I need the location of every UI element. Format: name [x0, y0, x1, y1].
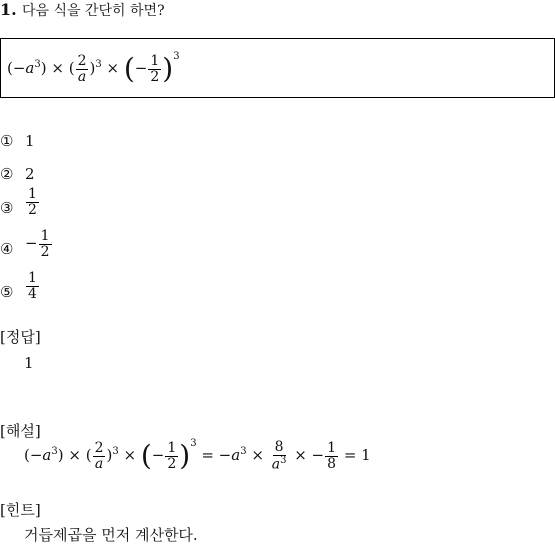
answer-label: [정답] [0, 328, 41, 346]
choice-4-mark: ④ [0, 240, 14, 258]
hint-text: 거듭제곱을 먼저 계산한다. [24, 526, 198, 544]
choice-3-value: $\frac{1}{2}$ [28, 186, 37, 218]
fraction-2-over-a: $\frac{2}{a}$ [77, 52, 87, 85]
expression-box [0, 38, 555, 98]
choice-2-mark: ② [0, 165, 14, 183]
question-number: 1. [0, 0, 17, 19]
answer-value: 1 [24, 354, 34, 372]
hint-label: [힌트] [0, 501, 41, 519]
choice-3-mark: ③ [0, 199, 14, 217]
explanation-expression: $(-a^3)$ × ( $\frac{2}{a}$ )$^3$ × (− $\frac{1}{2}$ )$^3 = -a^3$ × $\frac{8}{a^3}$ × − $\frac{1}{8}$ = 1 [24, 438, 371, 473]
choice-4-value: − $\frac{1}{2}$ [25, 228, 50, 260]
choice-5-value: $\frac{1}{4}$ [28, 270, 37, 302]
explanation-label: [해설] [0, 422, 41, 440]
expression: $(-a^3)$ × ( $\frac{2}{a}$ )$^3$ × (− $\frac{1}{2}$ )$^3$ [7, 51, 180, 85]
choice-1-mark: ① [0, 132, 14, 150]
fraction-1-over-2: $\frac{1}{2}$ [150, 52, 160, 85]
question-text: 다음 식을 간단히 하면? [22, 3, 165, 19]
choice-2-value: 2 [25, 165, 35, 183]
choice-1-value: 1 [25, 132, 35, 150]
choice-5-mark: ⑤ [0, 283, 14, 301]
